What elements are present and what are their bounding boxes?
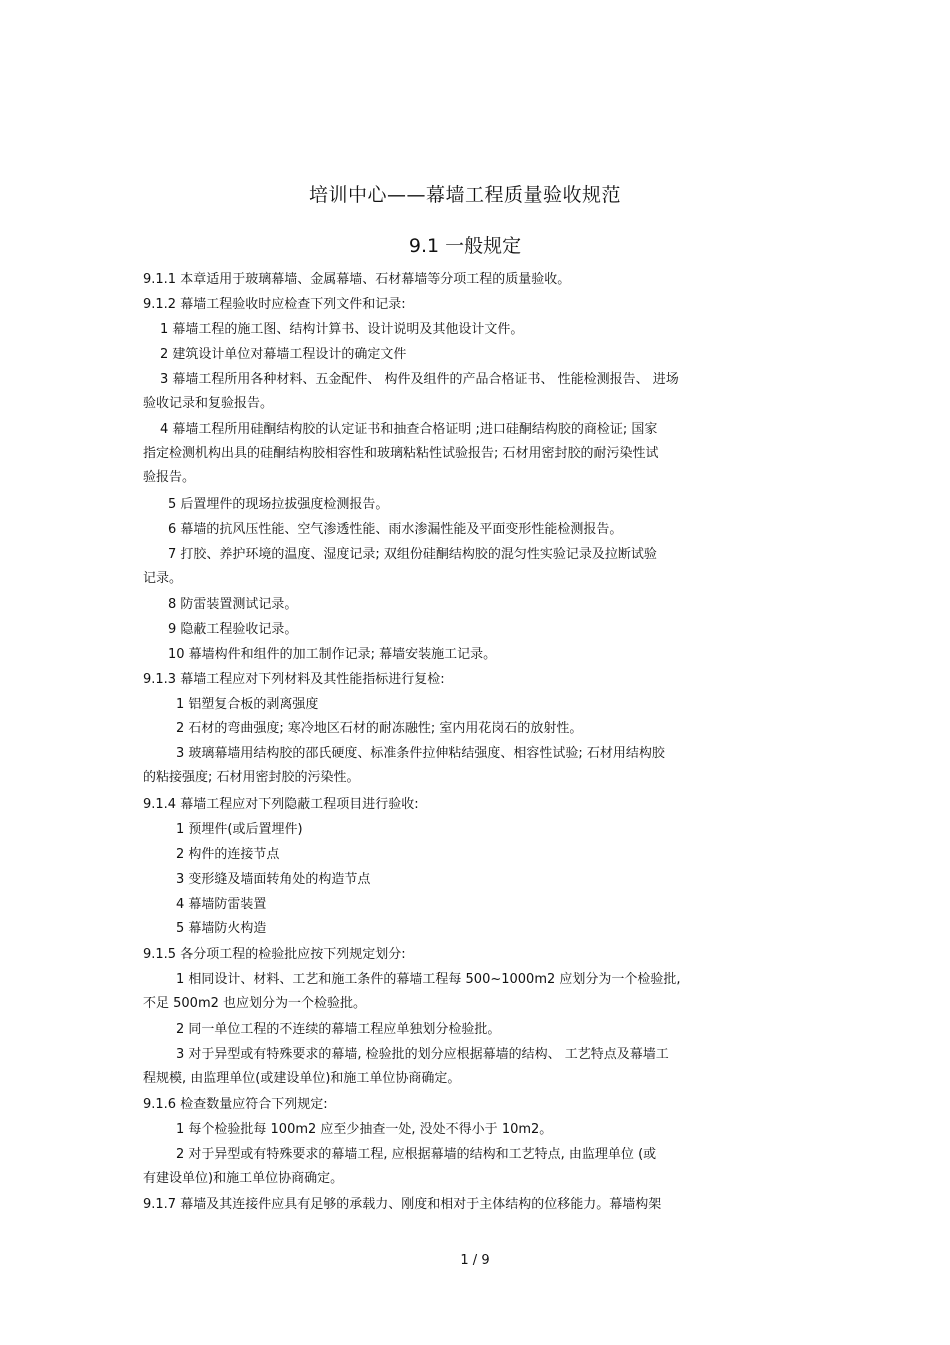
text-line: 验收记录和复验报告。 [143,396,274,411]
text-line: 不足 500m2 也应划分为一个检验批。 [143,996,367,1011]
text-line: 2 石材的弯曲强度; 寒冷地区石材的耐冻融性; 室内用花岗石的放射性。 [176,721,583,736]
text-line: 1 预埋件(或后置埋件) [176,822,303,837]
text-line: 1 幕墙工程的施工图、结构计算书、设计说明及其他设计文件。 [160,322,524,337]
text-line: 验报告。 [143,470,196,485]
text-line: 5 后置埋件的现场拉拔强度检测报告。 [168,497,389,512]
text-line: 8 防雷装置测试记录。 [168,597,298,612]
text-line: 2 同一单位工程的不连续的幕墙工程应单独划分检验批。 [176,1022,501,1037]
text-line: 9.1.6 检查数量应符合下列规定: [143,1097,328,1112]
text-line: 1 每个检验批每 100m2 应至少抽查一处, 没处不得小于 10m2。 [176,1122,553,1137]
text-line: 4 幕墙工程所用硅酮结构胶的认定证书和抽查合格证明 ;进口硅酮结构胶的商检证; 国家 [160,422,658,437]
text-line: 9.1.2 幕墙工程验收时应检查下列文件和记录: [143,297,406,312]
text-line: 3 玻璃幕墙用结构胶的邵氏硬度、标准条件拉伸粘结强度、相容性试验; 石材用结构胶 [176,746,665,761]
text-line: 10 幕墙构件和组件的加工制作记录; 幕墙安装施工记录。 [168,647,497,662]
text-line: 4 幕墙防雷装置 [176,897,267,912]
text-line: 3 对于异型或有特殊要求的幕墙, 检验批的划分应根据幕墙的结构、 工艺特点及幕墙工 [176,1047,669,1062]
text-line: 有建设单位)和施工单位协商确定。 [143,1171,344,1186]
text-line: 的粘接强度; 石材用密封胶的污染性。 [143,770,360,785]
text-line: 2 对于异型或有特殊要求的幕墙工程, 应根据幕墙的结构和工艺特点, 由监理单位 (或 [176,1147,657,1162]
text-line: 7 打胶、养护环境的温度、湿度记录; 双组份硅酮结构胶的混匀性实验记录及拉断试验 [168,547,657,562]
text-line: 1 相同设计、材料、工艺和施工条件的幕墙工程每 500~1000m2 应划分为一个检验批, [176,972,681,987]
text-line: 9 隐蔽工程验收记录。 [168,622,298,637]
text-line: 6 幕墙的抗风压性能、空气渗透性能、雨水渗漏性能及平面变形性能检测报告。 [168,522,623,537]
text-line: 9.1.1 本章适用于玻璃幕墙、金属幕墙、石材幕墙等分项工程的质量验收。 [143,272,571,287]
document-title: 培训中心——幕墙工程质量验收规范 [308,184,621,206]
text-line: 记录。 [143,571,183,586]
text-line: 3 变形缝及墙面转角处的构造节点 [176,872,371,887]
text-line: 指定检测机构出具的硅酮结构胶相容性和玻璃粘粘性试验报告; 石材用密封胶的耐污染性试 [143,446,659,461]
text-line: 1 铝塑复合板的剥离强度 [176,697,319,712]
text-line: 2 建筑设计单位对幕墙工程设计的确定文件 [160,347,407,362]
text-line: 3 幕墙工程所用各种材料、五金配件、 构件及组件的产品合格证书、 性能检测报告、 进场 [160,372,679,387]
text-line: 5 幕墙防火构造 [176,921,267,936]
text-line: 9.1.3 幕墙工程应对下列材料及其性能指标进行复检: [143,672,445,687]
section-heading: 9.1 一般规定 [408,235,522,257]
text-line: 程规模, 由监理单位(或建设单位)和施工单位协商确定。 [143,1071,461,1086]
page-number: 1 / 9 [460,1253,490,1268]
text-line: 9.1.7 幕墙及其连接件应具有足够的承载力、刚度和相对于主体结构的位移能力。幕墙构架 [143,1197,662,1212]
text-line: 9.1.5 各分项工程的检验批应按下列规定划分: [143,947,406,962]
text-line: 2 构件的连接节点 [176,847,280,862]
text-line: 9.1.4 幕墙工程应对下列隐蔽工程项目进行验收: [143,797,419,812]
